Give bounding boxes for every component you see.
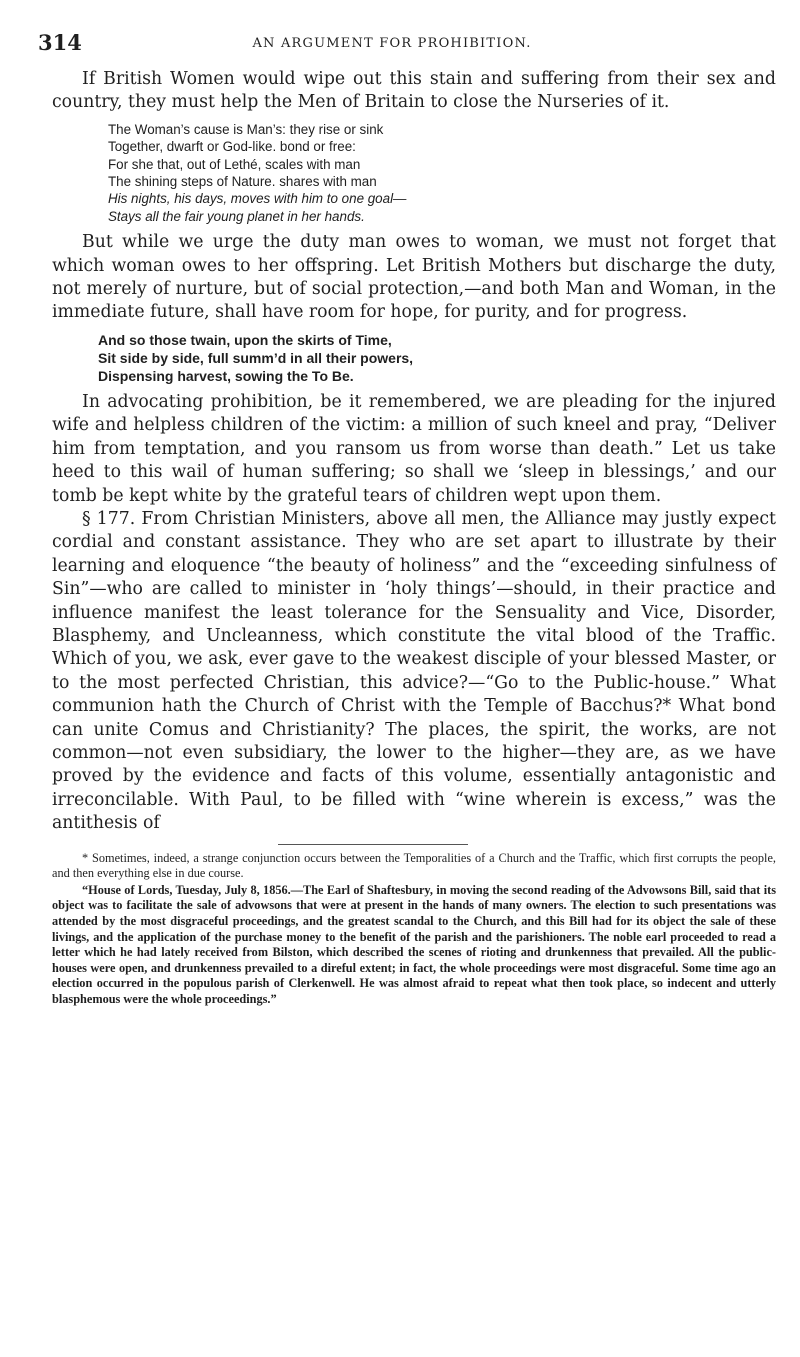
verse-block-2 [98, 331, 776, 385]
paragraph-duty: But while we urge the duty man owes to woman, we must not forget that which woman owes to her offspring. Let British Mothers but discharge the duty, not merely of nurture, but of social protection,—and both Man and Woman, in the immediate future, shall have room for hope, for purity, and for progress. [52, 232, 776, 323]
verse-line: Sit side by side, full summ’d in all their powers, [98, 349, 414, 366]
footnote-2: “House of Lords, Tuesday, July 8, 1856.—The Earl of Shaftesbury, in moving the second reading of the Advowsons Bill, said that its object was to facilitate the sale of advowsons that were at present in the hands of many owners. The election to such presentations was attended by the most disgraceful proceedings, and the greatest scandal to the Church, and this Bill had for its object the sale of these livings, and the application of the purchase money to the benefit of the parish and the parishioners. The noble earl proceeded to read a letter which he had lately received from Bilston, which described the scenes of rioting and drunkenness that prevailed. All the public-houses were open, and drunkenness prevailed to a direful extent; in fact, the whole proceedings were most disgraceful. Some time ago an election occurred in the populous parish of Clerkenwell. He was almost afraid to repeat what then took place, so indecent and utterly blasphemous were the whole proceedings.” [52, 882, 776, 1006]
footnotes [52, 851, 776, 1008]
verse-line: The Woman’s cause is Man’s: they rise or sink [108, 121, 384, 137]
verse-line: For she that, out of Lethé, scales with man [108, 156, 361, 172]
running-head: AN ARGUMENT FOR PROHIBITION. [252, 36, 532, 51]
page-header [38, 30, 776, 60]
paragraph-intro: If British Women would wipe out this stain and suffering from their sex and country, they must help the Men of Britain to close the Nurseries of it. [52, 69, 776, 113]
verse-line: Dispensing harvest, sowing the To Be. [98, 367, 354, 384]
verse-line: Together, dwarft or God-like. bond or free: [108, 139, 356, 155]
verse-line: Stays all the fair young planet in her hands. [108, 208, 365, 224]
footnote-1: * Sometimes, indeed, a strange conjunction occurs between the Temporalities of a Church and the Traffic, which first corrupts the people, and then everything else in due course. [52, 850, 776, 881]
paragraph-advocating: In advocating prohibition, be it remembered, we are pleading for the injured wife and helpless children of the victim: a million of such kneel and pray, “Deliver him from temptation, and you ransom us from worse than death.” Let us take heed to this wail of human suffering; so shall we ‘sleep in blessings,’ and our tomb be kept white by the grateful tears of children wept upon them. [52, 391, 776, 506]
footnote-rule [278, 844, 468, 845]
verse-line: The shining steps of Nature. shares with man [108, 174, 377, 190]
paragraph-section-177: § 177. From Christian Ministers, above all men, the Alliance may justly expect cordial and constant assistance. They who are set apart to illustrate by their learning and eloquence “the beauty of holiness” and the “exceeding sinfulness of Sin”—who are called to minister in ‘holy things’—should, in their practice and influence manifest the least tolerance for the Sensuality and Vice, Disorder, Blasphemy, and Uncleanness, which constitute the vital blood of the Traffic. Which of you, we ask, ever gave to the weakest disciple of your blessed Master, or to the most perfected Christian, this advice?—“Go to the Public-house.” What communion hath the Church of Christ with the Temple of Bacchus?* What bond can unite Comus and Christianity? The places, the spirit, the works, are not common—not even subsidiary, the lower to the higher—they are, as we have proved by the evidence and facts of this volume, essentially antagonistic and irreconcilable. With Paul, to be filled with “wine wherein is excess,” was the antithesis of [52, 508, 776, 834]
page-body [52, 68, 776, 1008]
page-number: 314 [38, 30, 82, 55]
verse-line: And so those twain, upon the skirts of Time, [98, 331, 392, 348]
verse-block-1 [108, 121, 776, 225]
verse-line: His nights, his days, moves with him to one goal— [108, 191, 407, 207]
